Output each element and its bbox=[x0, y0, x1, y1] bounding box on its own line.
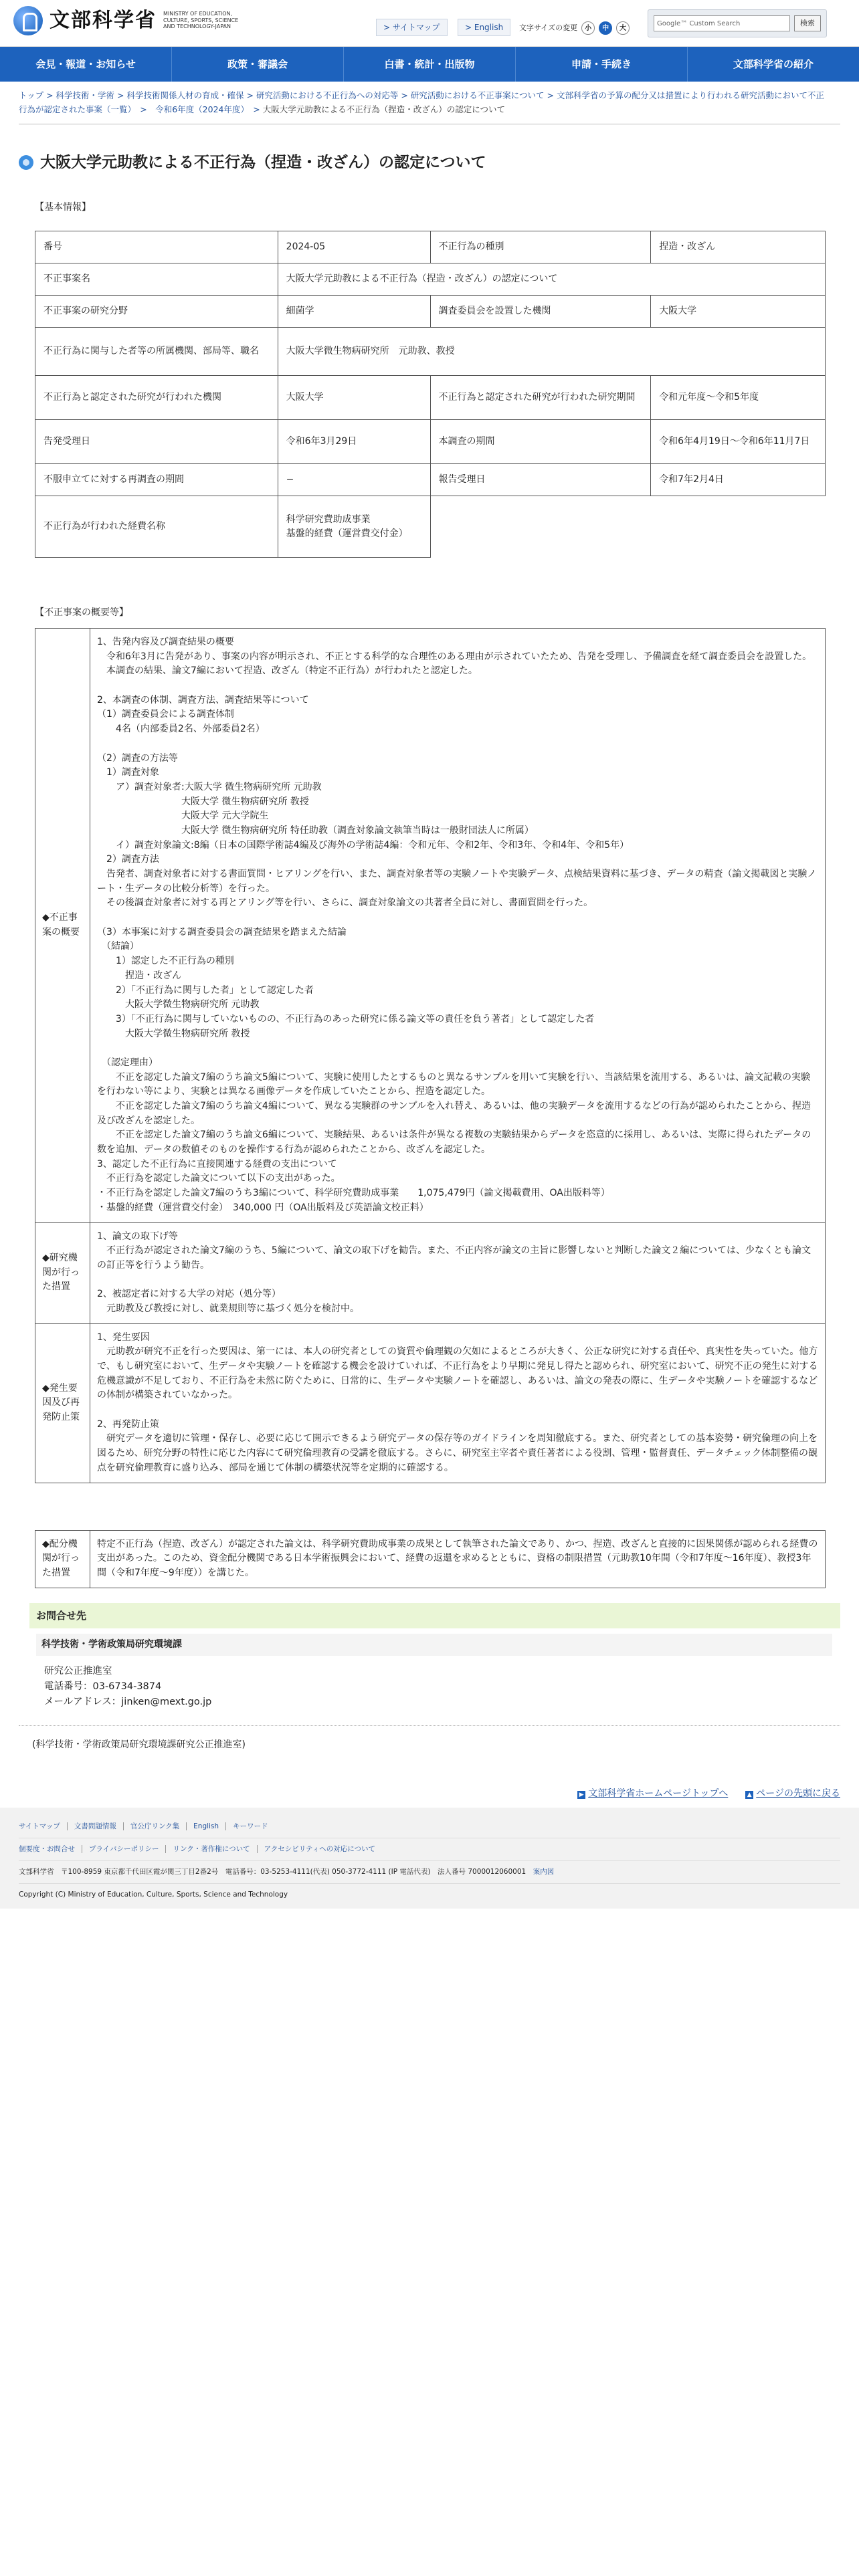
summary-heading-overview: ◆不正事案の概要 bbox=[35, 629, 90, 1223]
table-cell: 令和7年2月4日 bbox=[651, 464, 826, 496]
footer-link[interactable]: キーワード bbox=[233, 1822, 268, 1830]
contact-body bbox=[44, 1664, 859, 1711]
table-row bbox=[35, 296, 826, 328]
table-cell: 大阪大学元助教による不正行為（捏造・改ざん）の認定について bbox=[278, 263, 825, 296]
gnav-item-applications[interactable]: 申請・手続き bbox=[516, 47, 688, 82]
table-cell: 令和6年3月29日 bbox=[278, 420, 430, 464]
search-box bbox=[648, 9, 827, 37]
contact-phone: 電話番号：03-6734-3874 bbox=[44, 1681, 162, 1693]
summary-line: 大阪大学 微生物病研究所 特任助教（調査対象論文執筆当時は一般財団法人に所属） bbox=[97, 825, 534, 836]
funding-heading: ◆配分機関が行った措置 bbox=[35, 1531, 90, 1588]
gnav-item-about[interactable]: 文部科学省の紹介 bbox=[733, 58, 814, 70]
table-cell: 調査委員会を設置した機関 bbox=[430, 296, 651, 328]
breadcrumb-line-1[interactable]: トップ > 科学技術・学術 > 科学技術関係人材の育成・確保 > 研究活動における不正行為への対応等 > 研究活動における不正事案について > 文部科学省の予算の配分又は措置により行われる研究活動において不正 bbox=[19, 90, 824, 100]
breadcrumb-current: 大阪大学元助教による不正行為（捏造・改ざん）の認定について bbox=[262, 104, 505, 115]
table-row bbox=[35, 629, 826, 1223]
summary-line: （2）調査の方法等 bbox=[97, 752, 178, 764]
summary-line: 不正行為が認定された論文7編のうち、5編について、論文の取下げを勧告。また、不正内容が論文の主旨に影響しないと判断した論文２編については、少なくとも論文の訂正等を行うよう勧告。 bbox=[97, 1245, 811, 1271]
page-top-link[interactable] bbox=[745, 1787, 840, 1801]
summary-line bbox=[97, 1273, 818, 1288]
gnav-item-press[interactable]: 会見・報道・お知らせ bbox=[0, 47, 172, 82]
summary-line: （認定理由） bbox=[97, 1057, 158, 1068]
summary-line bbox=[97, 1041, 818, 1056]
table-row bbox=[35, 1323, 826, 1483]
search-input[interactable]: Google™ Custom Search bbox=[654, 15, 790, 31]
summary-body-measures bbox=[90, 1222, 826, 1323]
table-cell: 本調査の期間 bbox=[430, 420, 651, 464]
divider bbox=[19, 1725, 840, 1726]
search-button[interactable]: 検索 bbox=[794, 15, 821, 31]
text-size-control bbox=[519, 21, 630, 35]
english-button[interactable]: > English bbox=[458, 19, 510, 36]
summary-line bbox=[97, 737, 818, 752]
summary-line: 3、認定した不正行為に直接関連する経費の支出について bbox=[97, 1158, 337, 1170]
footer-link[interactable]: アクセシビリティへの対応について bbox=[264, 1844, 376, 1853]
table-row bbox=[35, 231, 826, 263]
summary-line: 2）調査方法 bbox=[97, 854, 159, 865]
text-size-large-button[interactable]: 大 bbox=[616, 21, 630, 35]
breadcrumb bbox=[0, 82, 859, 117]
table-cell: 不服申立てに対する再調査の期間 bbox=[35, 464, 278, 496]
table-row bbox=[35, 376, 826, 420]
footer-link[interactable]: 官公庁リンク集 bbox=[130, 1822, 187, 1830]
basic-info-table bbox=[35, 231, 826, 558]
arrow-up-icon: ▲ bbox=[745, 1791, 753, 1799]
table-cell: 大阪大学 bbox=[651, 296, 826, 328]
table-cell: 報告受理日 bbox=[430, 464, 651, 496]
contact-office: 研究公正推進室 bbox=[44, 1666, 112, 1677]
summary-line: 大阪大学微生物病研究所 元助教 bbox=[97, 999, 260, 1010]
page-title-text: 大阪大学元助教による不正行為（捏造・改ざん）の認定について bbox=[40, 153, 486, 171]
footer-address bbox=[19, 1865, 840, 1879]
text-size-small-button[interactable]: 小 bbox=[581, 21, 595, 35]
summary-table bbox=[35, 628, 826, 1483]
summary-line: 2、被認定者に対する大学の対応（処分等） bbox=[97, 1289, 281, 1300]
text-size-mid-button[interactable]: 中 bbox=[599, 21, 612, 35]
summary-line: 大阪大学 元大学院生 bbox=[97, 811, 269, 822]
page-top-link-label: ページの先頭に戻る bbox=[756, 1788, 840, 1799]
home-link-label: 文部科学省ホームページトップへ bbox=[588, 1788, 729, 1799]
table-cell: − bbox=[278, 464, 430, 496]
summary-line: ・不正行為を認定した論文7編のうち3編について、科学研究費助成事業 1,075,479円（論文掲載費用、OA出版料等） bbox=[97, 1188, 610, 1199]
breadcrumb-line-2[interactable]: 行為が認定された事案（一覧） > 令和6年度（2024年度） > bbox=[19, 104, 260, 115]
summary-line: 令和6年3月に告発があり、事案の内容が明示され、不正とする科学的な合理性のある理由が示されていたため、告発を受理し、予備調査を経て調査委員会を設置した。 bbox=[97, 651, 812, 662]
arrow-icon: ▶ bbox=[577, 1791, 585, 1799]
footer-links-1 bbox=[19, 1820, 840, 1834]
basic-info-label: 【基本情報】 bbox=[35, 202, 91, 213]
summary-line: 1、発生要因 bbox=[97, 1331, 150, 1343]
summary-body-causes bbox=[90, 1323, 826, 1483]
table-cell-empty bbox=[430, 496, 826, 558]
summary-line: 2）「不正行為に関与した者」として認定した者 bbox=[97, 984, 314, 996]
footer-link[interactable]: English bbox=[193, 1822, 226, 1830]
summary-label: 【不正事案の概要等】 bbox=[35, 607, 128, 618]
gnav-item-policy[interactable]: 政策・審議会 bbox=[172, 47, 344, 82]
summary-line: 不正を認定した論文7編のうち論文5編について、実験に使用したとするものと異なるサンプルを用いて実験を行い、当該結果を流用する、あるいは、論文記載の実験を行わない等により、実験とは異なる画像データを作成していたことから、捏造を認定した。 bbox=[97, 1071, 810, 1097]
summary-line: 3）「不正行為に関与していないものの、不正行為のあった研究に係る論文等の責任を負う著者」として認定した者 bbox=[97, 1013, 595, 1025]
site-logo[interactable] bbox=[13, 5, 250, 35]
table-cell: 大阪大学微生物病研究所 元助教、教授 bbox=[278, 328, 825, 376]
table-row bbox=[35, 464, 826, 496]
summary-line bbox=[97, 1403, 818, 1418]
summary-line: 不正を認定した論文7編のうち論文4編について、異なる実験群のサンプルを入れ替え、あるいは、他の実験データを流用するなどの行為が認められたことから、捏造及び改ざんを認定した。 bbox=[97, 1101, 811, 1126]
gnav-item-publications[interactable]: 白書・統計・出版物 bbox=[344, 47, 516, 82]
footer-address-text: 文部科学省 〒100-8959 東京都千代田区霞が関三丁目2番2号 電話番号：03-5253-4111(代表) 050-3772-4111 (IP 電話代表) 法人番号 7000012060001 bbox=[19, 1867, 527, 1876]
sitemap-button[interactable]: > サイトマップ bbox=[376, 19, 448, 36]
summary-heading-causes: ◆発生要因及び再発防止策 bbox=[35, 1323, 90, 1483]
summary-line: ア）調査対象者:大阪大学 微生物病研究所 元助教 bbox=[97, 781, 322, 792]
summary-line: 大阪大学 微生物病研究所 教授 bbox=[97, 796, 309, 807]
summary-line: その後調査対象者に対する再とアリング等を行い、さらに、調査対象論文の共著者全員に対し、書面質問を行った。 bbox=[97, 897, 593, 909]
summary-line: 告発者、調査対象者に対する書面質問・ヒアリングを行い、また、調査対象者等の実験ノートや実験データ、点検結果資料に基づき、データの精査（論文掲載図と実験ノート・生データの比較分析等）を行った。 bbox=[97, 869, 817, 894]
footer-link[interactable]: 文書問題情報 bbox=[74, 1822, 124, 1830]
footer-copyright: Copyright (C) Ministry of Education, Culture, Sports, Science and Technology bbox=[19, 1890, 288, 1899]
summary-line: 4名（内部委員2名、外部委員2名） bbox=[97, 724, 265, 735]
table-cell: 告発受理日 bbox=[35, 420, 278, 464]
bottom-links bbox=[0, 1787, 840, 1801]
footer-map-link[interactable]: 案内図 bbox=[533, 1867, 555, 1876]
summary-line: 1）調査対象 bbox=[97, 767, 159, 778]
summary-line bbox=[97, 679, 818, 693]
summary-line: 研究データを適切に管理・保存し、必要に応じて開示できるよう研究データの保存等のガイドラインを周知徹底する。また、研究者としての基本姿勢・研究倫理の向上を図るため、研究分野の特性に応じた内容にて研究倫理教育の受講を徹底する。さらに、研究室主宰者や責任著者による役割、管理・監督責任、データチェック体制整備の観点を研究倫理教育に盛り込み、部局を通じて体制の構築状況等を定期的に確認する。 bbox=[97, 1433, 818, 1473]
table-cell: 大阪大学 bbox=[278, 376, 430, 420]
site-footer bbox=[0, 1808, 859, 1909]
funding-text: 特定不正行為（捏造、改ざん）が認定された論文は、科学研究費助成事業の成果として執筆された論文であり、かつ、捏造、改ざんと直接的に因果関係が認められる経費の支出があった。このため、資金配分機関である日本学術振興会において、経費の返還を求めるとともに、資格の制限措置（元助教10年間（令和7年度〜16年度）、教授3年間（令和7年度〜9年度））を講じた。 bbox=[97, 1538, 818, 1578]
summary-body-overview bbox=[90, 629, 826, 1223]
table-cell: 不正行為が行われた経費名称 bbox=[35, 496, 278, 558]
contact-org: 科学技術・学術政策局研究環境課 bbox=[36, 1634, 832, 1656]
summary-line: （1）調査委員会による調査体制 bbox=[97, 709, 234, 720]
from-department: (科学技術・学術政策局研究環境課研究公正推進室) bbox=[32, 1739, 246, 1750]
table-row bbox=[35, 1222, 826, 1323]
footer-link[interactable]: 個要度・お問合せ bbox=[19, 1845, 82, 1853]
summary-line bbox=[97, 911, 818, 926]
summary-line: （3）本事案に対する調査委員会の調査結果を踏まえた結論 bbox=[97, 926, 347, 938]
page-title bbox=[19, 151, 840, 175]
summary-line: ・基盤的経費（運営費交付金） 340,000 円（OA出版料及び英語論文校正料） bbox=[97, 1202, 429, 1213]
summary-line: 不正行為を認定した論文について以下の支出があった。 bbox=[97, 1173, 341, 1184]
table-cell: 2024-05 bbox=[278, 231, 430, 263]
table-cell: 不正行為と認定された研究が行われた研究期間 bbox=[430, 376, 651, 420]
footer-link[interactable]: プライバシーポリシー bbox=[89, 1845, 166, 1853]
table-cell: 不正事案の研究分野 bbox=[35, 296, 278, 328]
summary-line: 1）認定した不正行為の種別 bbox=[97, 956, 234, 967]
funding-measures-box bbox=[35, 1530, 826, 1588]
table-cell: 番号 bbox=[35, 231, 278, 263]
global-nav bbox=[0, 47, 859, 82]
table-row bbox=[35, 420, 826, 464]
summary-line: 2、本調査の体制、調査方法、調査結果等について bbox=[97, 694, 309, 706]
summary-line: 大阪大学微生物病研究所 教授 bbox=[97, 1028, 250, 1039]
table-row bbox=[35, 328, 826, 376]
mext-logo-icon bbox=[13, 6, 43, 35]
contact-heading: お問合せ先 bbox=[29, 1603, 840, 1629]
table-cell: 不正行為の種別 bbox=[430, 231, 651, 263]
footer-links-2 bbox=[19, 1842, 840, 1856]
table-cell: 不正行為と認定された研究が行われた機関 bbox=[35, 376, 278, 420]
table-cell: 不正事案名 bbox=[35, 263, 278, 296]
cell-line: 基盤的経費（運営費交付金） bbox=[286, 528, 408, 539]
footer-link[interactable]: サイトマップ bbox=[19, 1822, 68, 1830]
text-size-label: 文字サイズの変更 bbox=[519, 23, 578, 32]
footer-link[interactable]: リンク・著作権について bbox=[173, 1845, 257, 1853]
summary-line: （結論） bbox=[97, 941, 139, 952]
table-cell: 不正行為に関与した者等の所属機関、部局等、職名 bbox=[35, 328, 278, 376]
contact-email: メールアドレス：jinken@mext.go.jp bbox=[44, 1697, 212, 1708]
table-cell: 令和6年4月19日〜令和6年11月7日 bbox=[651, 420, 826, 464]
logo-jp: 文部科学省 bbox=[50, 9, 157, 32]
table-cell: 令和元年度〜令和5年度 bbox=[651, 376, 826, 420]
table-cell bbox=[278, 496, 430, 558]
logo-en: MINISTRY OF EDUCATION, CULTURE, SPORTS, SCIENCE AND TECHNOLOGY-JAPAN bbox=[163, 11, 239, 30]
table-row bbox=[35, 496, 826, 558]
home-link[interactable] bbox=[577, 1787, 728, 1801]
table-cell: 細菌学 bbox=[278, 296, 430, 328]
summary-line: 2、再発防止策 bbox=[97, 1418, 159, 1430]
site-header bbox=[0, 0, 859, 47]
summary-heading-measures: ◆研究機関が行った措置 bbox=[35, 1222, 90, 1323]
title-bullet-icon bbox=[19, 155, 33, 170]
cell-line: 科学研究費助成事業 bbox=[286, 514, 371, 525]
summary-line: 不正を認定した論文7編のうち論文6編について、実験結果、あるいは条件が異なる複数の実験結果からデータを恣意的に採用し、あるいは、実際に得られたデータの数を追加、データの数値そのものを操作する行為が認められたことから、改ざんを認定した。 bbox=[97, 1130, 812, 1156]
summary-line: 本調査の結果、論文7編において捏造、改ざん（特定不正行為）が行われたと認定した。 bbox=[97, 665, 478, 677]
summary-line: 捏造・改ざん bbox=[97, 970, 181, 981]
table-cell: 捏造・改ざん bbox=[651, 231, 826, 263]
table-row bbox=[35, 263, 826, 296]
summary-line: 1、論文の取下げ等 bbox=[97, 1230, 178, 1242]
summary-line: イ）調査対象論文:8編（日本の国際学術誌4編及び海外の学術誌4編：令和元年、令和2年、令和3年、令和4年、令和5年） bbox=[97, 839, 630, 851]
summary-line: 元助教及び教授に対し、就業規則等に基づく処分を検討中。 bbox=[97, 1303, 359, 1314]
summary-line: 1、告発内容及び調査結果の概要 bbox=[97, 637, 234, 647]
summary-line: 元助教が研究不正を行った要因は、第一には、本人の研究者としての資質や倫理観の欠如によるところが大きく、公正な研究に対する責任や、真実性を失っていた。他方で、もし研究室において、生データや実験ノートを確認する機会を設けていれば、不正行為をより早期に発見し得たと認められ、研究室において、研究不正の発生に対する危機意識が不足しており、不正行為を未然に防ぐために、日常的に、生データや実験ノートを確認し、あるいは、論文の発表の際に、生データや実験ノートを確認するなどの体制が構築されていなかった。 bbox=[97, 1346, 818, 1401]
